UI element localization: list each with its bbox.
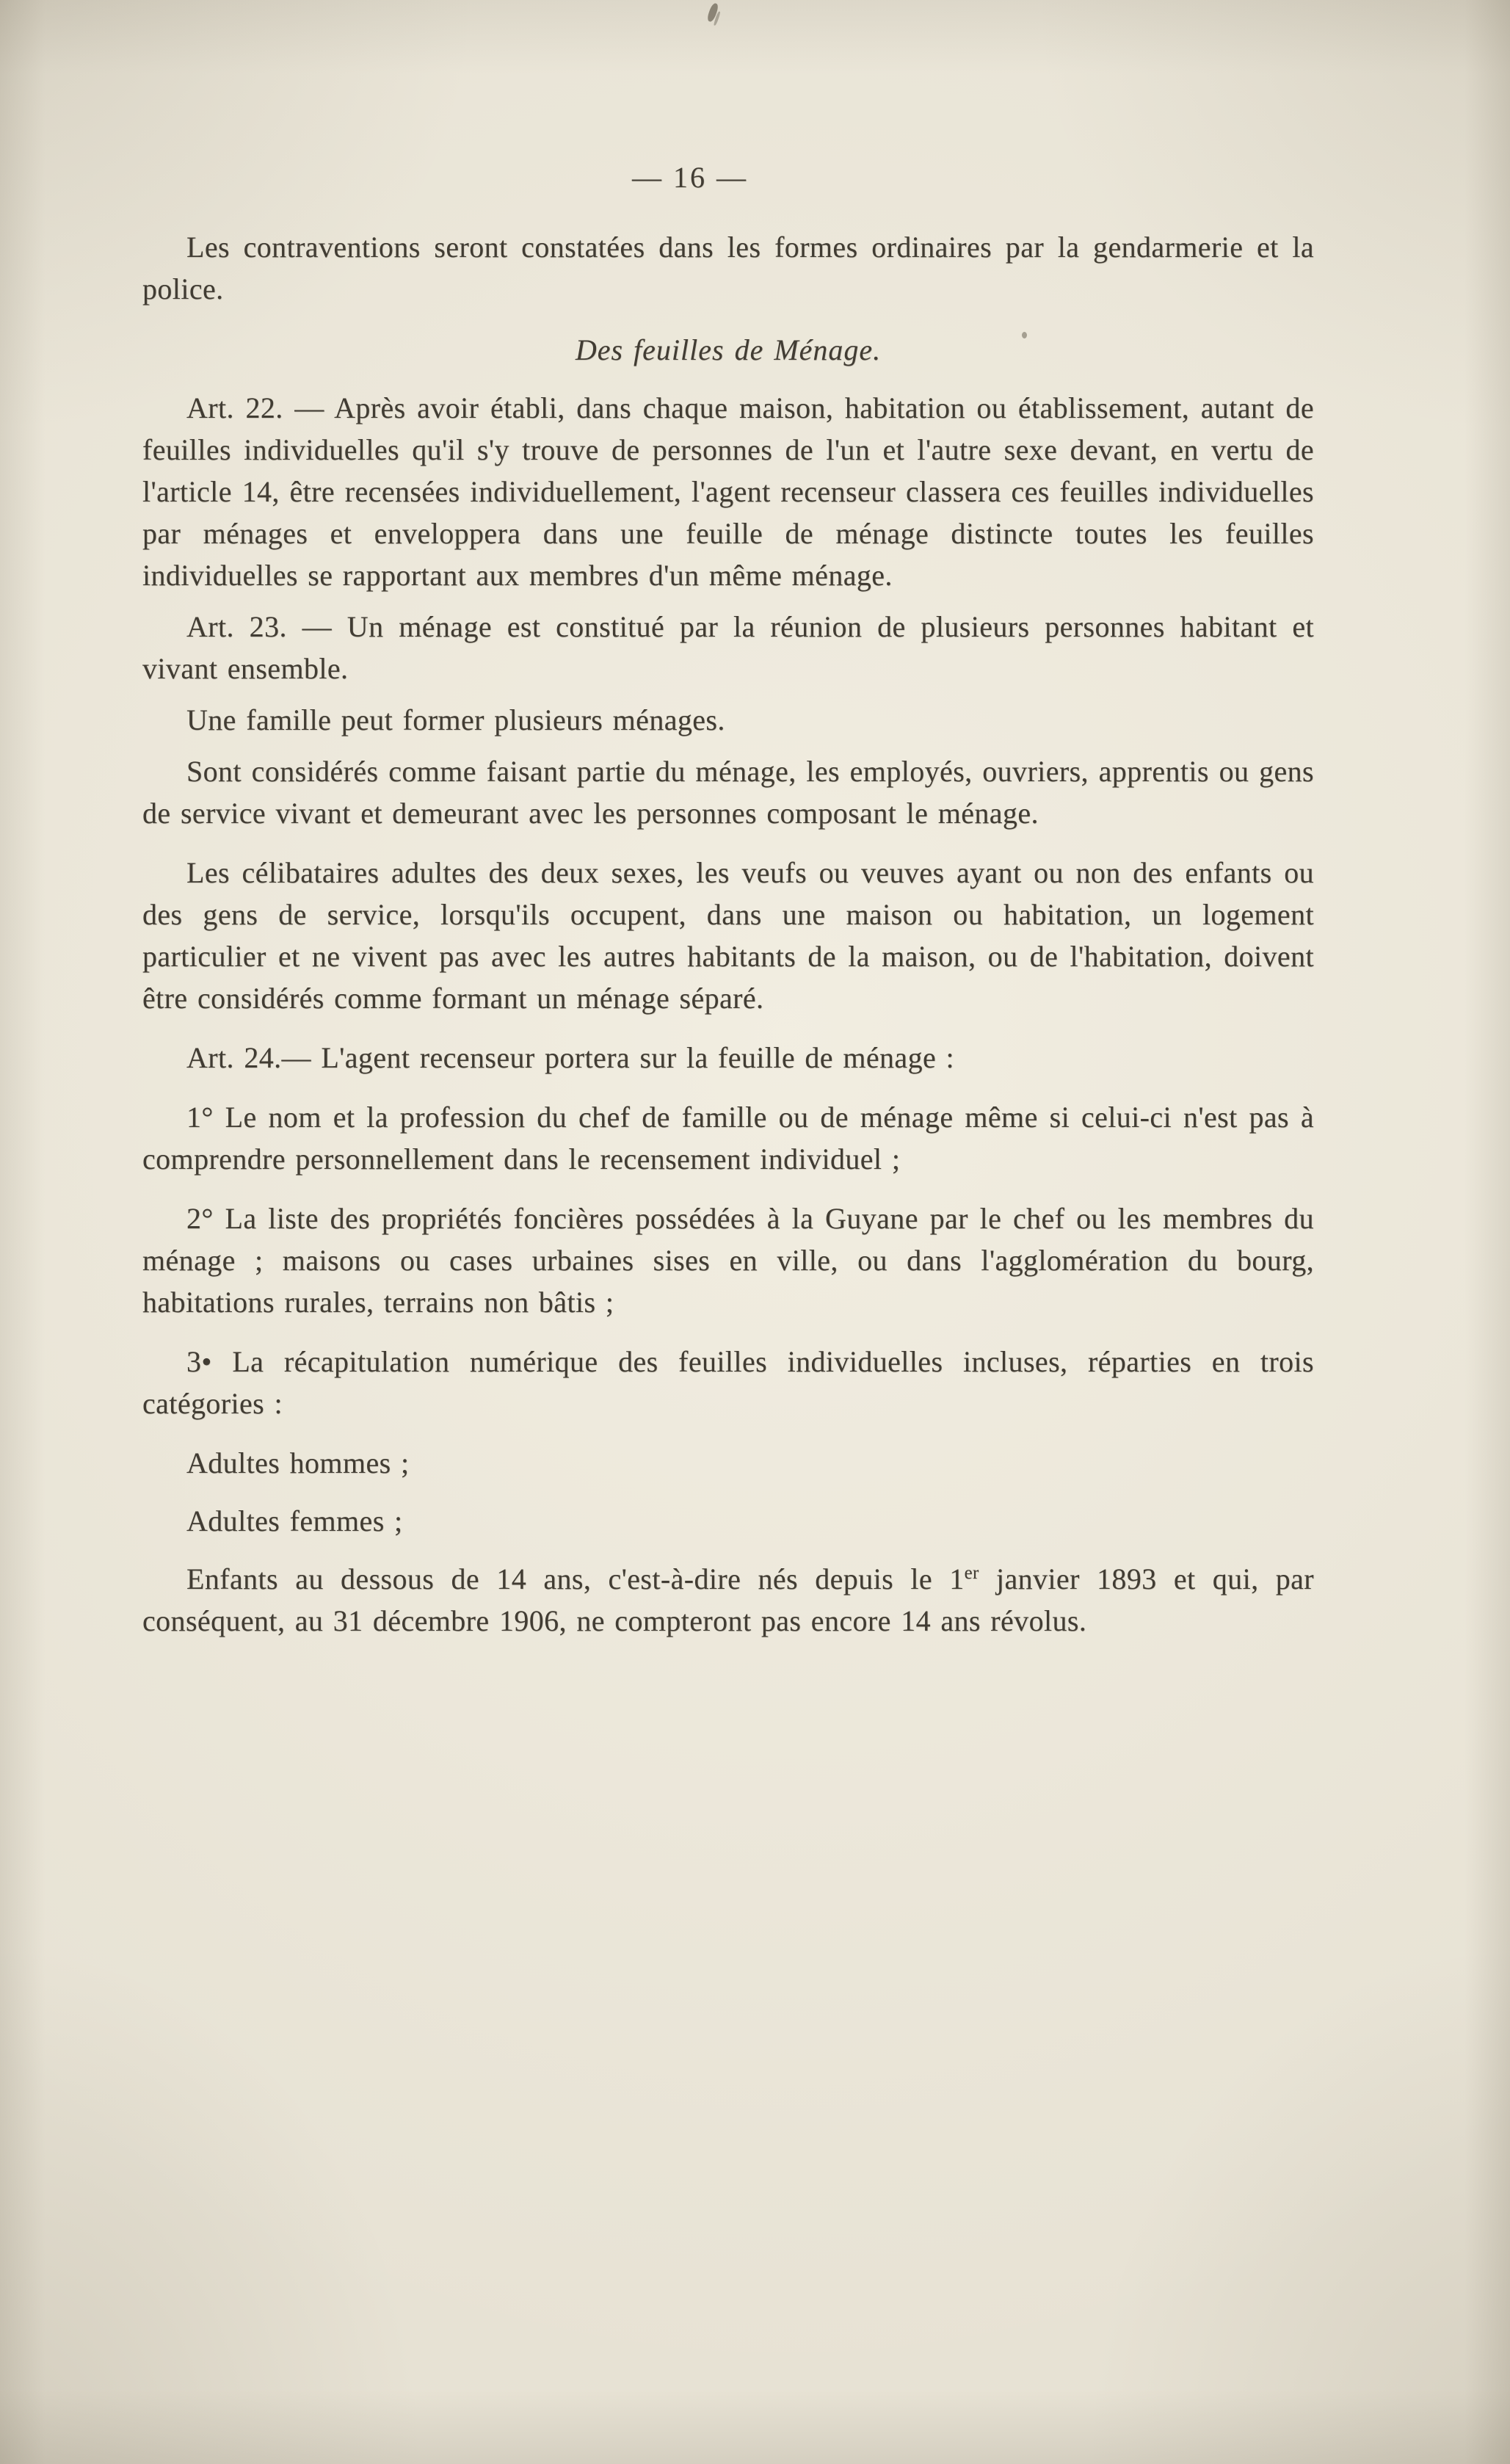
paragraph-contraventions: Les contraventions seront constatées dans les formes ordinaires par la gendarmerie et la police. (142, 231, 1314, 305)
paragraph-article-23: Art. 23. — Un ménage est constitué par la réunion de plusieurs personnes habitant et vivant ensemble. (142, 610, 1314, 685)
list-line-adultes-hommes: Adultes hommes ; (186, 1446, 410, 1479)
ordinal-superscript: er (964, 1563, 979, 1583)
page-number: — 16 — (632, 161, 748, 194)
section-heading: Des feuilles de Ménage. (575, 333, 882, 366)
paragraph-enfants-text-after: janvier 1893 et qui, par conséquent, au 31 décembre 1906, ne compteront pas encore 14 ans révolus. (142, 1562, 1314, 1637)
paragraph-item-1: 1° Le nom et la profession du chef de famille ou de ménage même si celui-ci n'est pas à comprendre personnellement dans le recensement individuel ; (142, 1101, 1314, 1175)
list-line-adultes-femmes: Adultes femmes ; (186, 1504, 403, 1537)
paragraph-famille: Une famille peut former plusieurs ménages. (186, 703, 725, 736)
paragraph-article-24: Art. 24.— L'agent recenseur portera sur la feuille de ménage : (186, 1041, 955, 1074)
paragraph-celibataires: Les célibataires adultes des deux sexes, les veufs ou veuves ayant ou non des enfants ou des gens de service, lorsqu'ils occupent, dans une maison ou habitation, un logement particulier et ne vivent pas avec les autres habitants de la maison, ou de l'habitation, doivent être considérés comme formant un ménage séparé. (142, 856, 1314, 1015)
paragraph-enfants-text-before: Enfants au dessous de 14 ans, c'est-à-dire nés depuis le 1 (186, 1562, 965, 1595)
paragraph-item-2: 2° La liste des propriétés foncières possédées à la Guyane par le chef ou les membres du ménage ; maisons ou cases urbaines sises en ville, ou dans l'agglomération du bourg, habitations rurales, terrains non bâtis ; (142, 1202, 1314, 1319)
scan-artifact (706, 2, 719, 23)
paragraph-employes: Sont considérés comme faisant partie du ménage, les employés, ouvriers, apprentis ou gens de service vivant et demeurant avec les personnes composant le ménage. (142, 755, 1314, 830)
paragraph-item-3: 3• La récapitulation numérique des feuilles individuelles incluses, réparties en trois catégories : (142, 1345, 1314, 1420)
paragraph-enfants (142, 1558, 1314, 1642)
document-body (142, 226, 1314, 1651)
paragraph-article-22: Art. 22. — Après avoir établi, dans chaque maison, habitation ou établissement, autant de feuilles individuelles qu'il s'y trouve de personnes de l'un et l'autre sexe devant, en vertu de l'article 14, être recensées individuellement, l'agent recenseur classera ces feuilles individuelles par ménages et enveloppera dans une feuille de ménage distincte toutes les feuilles individuelles se rapportant aux membres d'un même ménage. (142, 391, 1314, 592)
